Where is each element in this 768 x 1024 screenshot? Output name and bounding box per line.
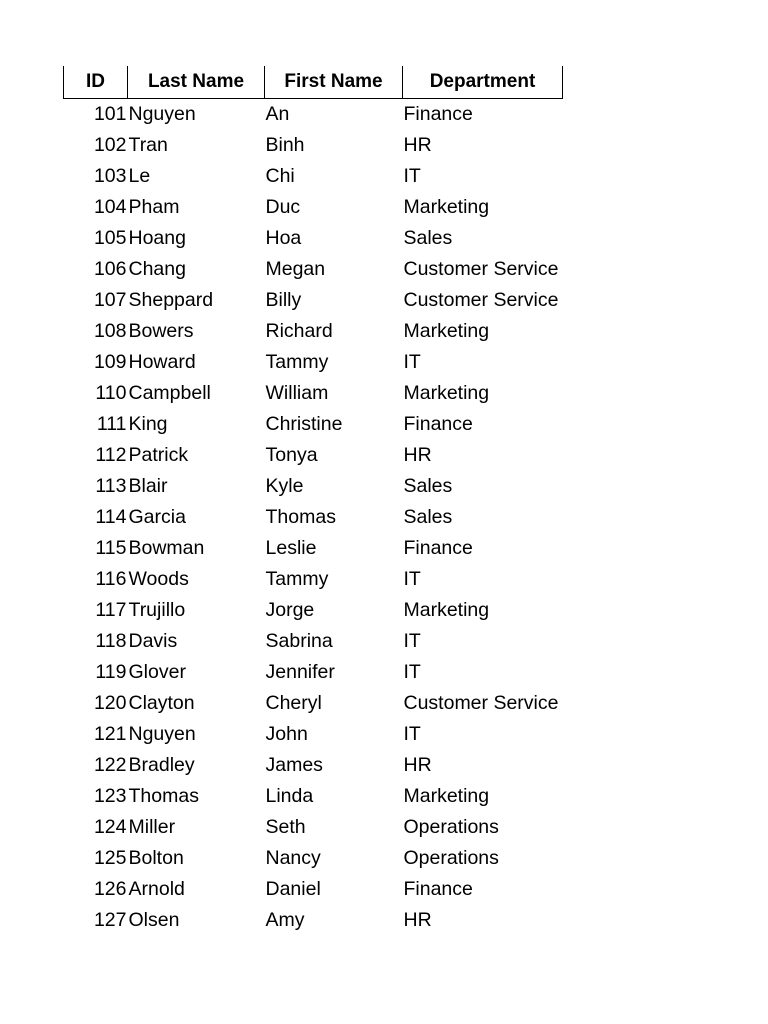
cell-id: 109: [93, 351, 127, 373]
cell-last-name: Glover: [128, 661, 186, 683]
cell-department: IT: [403, 630, 421, 652]
cell-id: 104: [93, 196, 127, 218]
cell-department: IT: [403, 165, 421, 187]
cell-last-name: Davis: [128, 630, 178, 652]
cell-department: IT: [403, 723, 421, 745]
cell-first-name: Amy: [265, 909, 305, 931]
cell-first-name: Daniel: [265, 878, 321, 900]
cell-id: 115: [95, 537, 127, 559]
cell-last-name: Woods: [128, 568, 189, 590]
cell-department: Sales: [403, 475, 453, 497]
employee-table: [63, 66, 563, 936]
cell-last-name: Trujillo: [128, 599, 186, 621]
cell-first-name: Sabrina: [265, 630, 333, 652]
cell-last-name: Tran: [128, 134, 168, 156]
table-row: [64, 409, 563, 440]
cell-last-name: Bradley: [128, 754, 195, 776]
cell-first-name: Tammy: [265, 568, 329, 590]
cell-department: IT: [403, 661, 421, 683]
cell-first-name: Leslie: [265, 537, 317, 559]
cell-first-name: Jorge: [265, 599, 315, 621]
cell-last-name: Blair: [128, 475, 168, 497]
cell-department: HR: [403, 909, 432, 931]
table-header: [64, 66, 563, 99]
cell-first-name: Tammy: [265, 351, 329, 373]
cell-department: Operations: [403, 816, 499, 838]
cell-id: 120: [93, 692, 127, 714]
cell-department: IT: [403, 568, 421, 590]
cell-department: Marketing: [403, 320, 490, 342]
cell-first-name: Linda: [265, 785, 314, 807]
table-row: [64, 440, 563, 471]
table-row: [64, 99, 563, 131]
table-row: [64, 843, 563, 874]
cell-department: Finance: [403, 878, 473, 900]
cell-department: Finance: [403, 103, 473, 125]
cell-id: 114: [95, 506, 127, 528]
table-row: [64, 316, 563, 347]
cell-id: 119: [95, 661, 127, 683]
cell-first-name: Christine: [265, 413, 343, 435]
cell-department: Marketing: [403, 599, 490, 621]
cell-first-name: Billy: [265, 289, 302, 311]
cell-last-name: Patrick: [128, 444, 189, 466]
cell-id: 112: [95, 444, 127, 466]
cell-last-name: Hoang: [128, 227, 186, 249]
cell-id: 102: [93, 134, 127, 156]
cell-last-name: Howard: [128, 351, 196, 373]
cell-id: 116: [95, 568, 127, 590]
cell-first-name: Hoa: [265, 227, 302, 249]
table-row: [64, 719, 563, 750]
table-row: [64, 130, 563, 161]
cell-last-name: Nguyen: [128, 103, 196, 125]
cell-department: Customer Service: [403, 289, 559, 311]
cell-id: 124: [93, 816, 127, 838]
table-row: [64, 657, 563, 688]
cell-last-name: Olsen: [128, 909, 180, 931]
cell-first-name: Jennifer: [265, 661, 335, 683]
cell-id: 101: [93, 103, 127, 125]
cell-first-name: William: [265, 382, 329, 404]
cell-department: HR: [403, 754, 432, 776]
table-row: [64, 347, 563, 378]
cell-last-name: Thomas: [128, 785, 199, 807]
table-row: [64, 564, 563, 595]
header-id: ID: [64, 66, 128, 99]
cell-department: Operations: [403, 847, 499, 869]
cell-id: 122: [93, 754, 127, 776]
table-row: [64, 905, 563, 936]
cell-department: Marketing: [403, 196, 490, 218]
cell-id: 105: [93, 227, 127, 249]
cell-id: 126: [93, 878, 127, 900]
cell-first-name: James: [265, 754, 323, 776]
table-row: [64, 285, 563, 316]
header-row: [64, 66, 563, 99]
table-row: [64, 378, 563, 409]
cell-id: 108: [93, 320, 127, 342]
cell-department: Sales: [403, 506, 453, 528]
cell-first-name: John: [265, 723, 308, 745]
cell-first-name: Megan: [265, 258, 326, 280]
cell-department: HR: [403, 134, 432, 156]
table-row: [64, 812, 563, 843]
cell-department: Marketing: [403, 785, 490, 807]
cell-last-name: Arnold: [128, 878, 185, 900]
table-row: [64, 254, 563, 285]
cell-first-name: An: [265, 103, 290, 125]
cell-last-name: Clayton: [128, 692, 195, 714]
table-row: [64, 502, 563, 533]
cell-last-name: Chang: [128, 258, 186, 280]
cell-first-name: Chi: [265, 165, 295, 187]
cell-department: Customer Service: [403, 692, 559, 714]
cell-first-name: Seth: [265, 816, 306, 838]
cell-first-name: Cheryl: [265, 692, 322, 714]
table-row: [64, 533, 563, 564]
table-row: [64, 471, 563, 502]
cell-department: Customer Service: [403, 258, 559, 280]
cell-id: 106: [93, 258, 127, 280]
cell-department: Marketing: [403, 382, 490, 404]
table-row: [64, 688, 563, 719]
table-row: [64, 192, 563, 223]
cell-last-name: Miller: [128, 816, 176, 838]
cell-first-name: Kyle: [265, 475, 304, 497]
header-department: Department: [403, 66, 563, 99]
cell-first-name: Thomas: [265, 506, 336, 528]
cell-id: 118: [95, 630, 127, 652]
cell-id: 127: [93, 909, 127, 931]
cell-department: Sales: [403, 227, 453, 249]
cell-last-name: Le: [128, 165, 151, 187]
cell-department: IT: [403, 351, 421, 373]
cell-first-name: Duc: [265, 196, 301, 218]
table-row: [64, 750, 563, 781]
cell-department: Finance: [403, 537, 473, 559]
cell-last-name: Campbell: [128, 382, 211, 404]
cell-id: 125: [93, 847, 127, 869]
table-row: [64, 595, 563, 626]
cell-id: 123: [93, 785, 127, 807]
cell-last-name: Pham: [128, 196, 180, 218]
cell-id: 111: [96, 413, 127, 435]
cell-department: Finance: [403, 413, 473, 435]
cell-id: 110: [95, 382, 127, 404]
cell-last-name: Sheppard: [128, 289, 214, 311]
cell-first-name: Binh: [265, 134, 305, 156]
cell-department: HR: [403, 444, 432, 466]
cell-first-name: Tonya: [265, 444, 318, 466]
table-row: [64, 781, 563, 812]
cell-last-name: Garcia: [128, 506, 186, 528]
cell-last-name: Bowers: [128, 320, 194, 342]
table-row: [64, 161, 563, 192]
cell-last-name: King: [128, 413, 168, 435]
cell-id: 103: [93, 165, 127, 187]
cell-id: 121: [93, 723, 127, 745]
cell-first-name: Nancy: [265, 847, 321, 869]
cell-last-name: Nguyen: [128, 723, 196, 745]
header-last-name: Last Name: [128, 66, 265, 99]
cell-id: 113: [95, 475, 127, 497]
cell-first-name: Richard: [265, 320, 333, 342]
cell-last-name: Bowman: [128, 537, 205, 559]
cell-id: 117: [95, 599, 127, 621]
header-first-name: First Name: [265, 66, 403, 99]
cell-last-name: Bolton: [128, 847, 184, 869]
table-row: [64, 223, 563, 254]
cell-id: 107: [93, 289, 127, 311]
table-row: [64, 874, 563, 905]
table-body: [64, 99, 563, 937]
table-row: [64, 626, 563, 657]
